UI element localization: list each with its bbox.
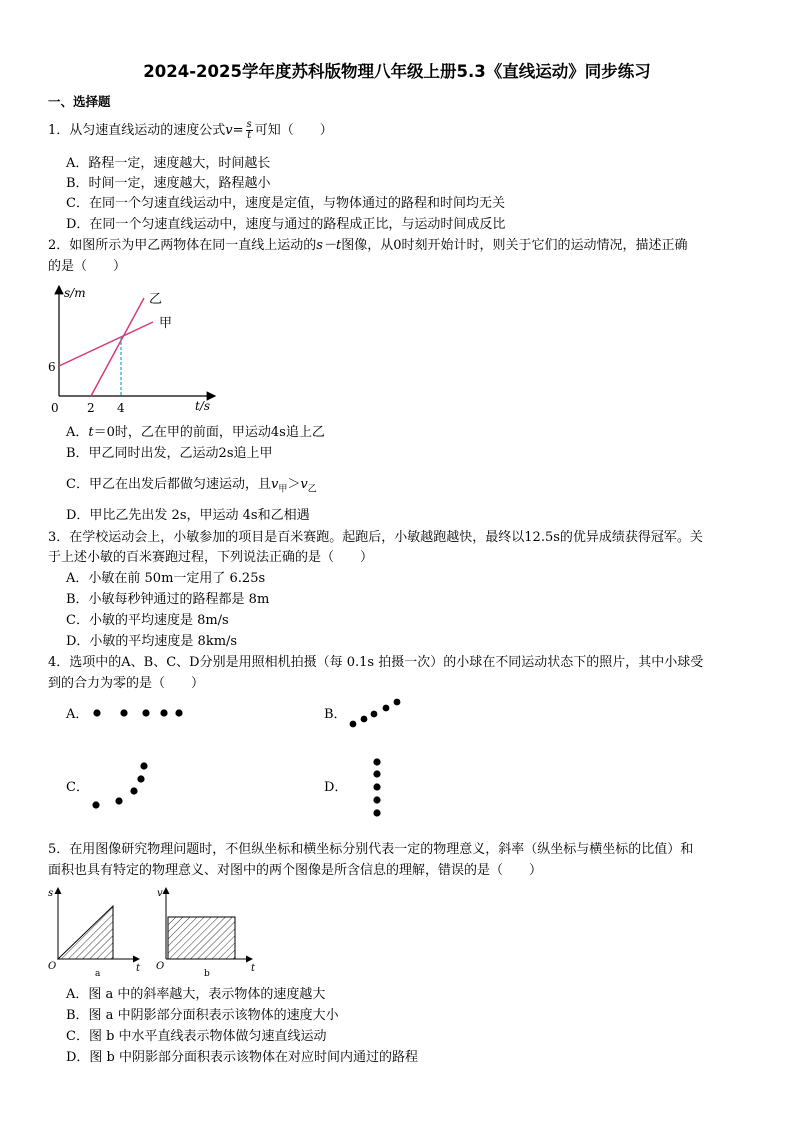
q2-option-d: D．甲比乙先出发 2s，甲运动 4s和乙相遇 [66,508,310,523]
q2-option-a [66,424,325,441]
fraction-numerator: s [246,119,252,130]
q2-stem-line2: 的是（ ） [48,259,127,274]
q5-option-a: A．图 a 中的斜率越大，表示物体的速度越大 [66,987,326,1002]
ball-dot [175,709,182,716]
q1-stem-suffix: 可知（ ） [254,123,333,138]
q5-graph-b [152,884,264,984]
q1-stem [48,120,333,141]
q5-graph-a [44,884,156,984]
q1-option-c: C．在同一个匀速直线运动中，速度是定值，与物体通过的路程和时间均无关 [66,196,505,211]
q5b-caption: b [204,969,210,979]
q2-st-symbol: s－t [316,238,342,253]
ball-dot [350,721,357,728]
ball-dot [137,775,144,782]
q4-stem-line1: 4．选项中的A、B、C、D分别是用照相机拍摄（每 0.1s 拍摄一次）的小球在不同运动状态下的照片，其中小球受 [48,655,704,670]
formula-eq: = [232,123,244,138]
formula-v: v [225,123,233,138]
q4-label-b: B． [324,707,347,722]
q5b-y-label: v [157,888,163,899]
q5a-y-label: s [48,888,54,899]
ball-dot [383,705,390,712]
q5-stem-line2: 面积也具有特定的物理意义、对图中的两个图像是所含信息的理解，错误的是（ ） [48,863,543,878]
section-heading: 一、选择题 [48,94,111,109]
q3-stem-line1: 3．在学校运动会上，小敏参加的项目是百米赛跑。起跑后，小敏越跑越快，最终以12.5s的优异成绩获得冠军。关 [48,530,703,545]
formula-fraction [246,120,253,141]
q2-x-tick-2: 2 [87,401,95,415]
ball-dot [373,770,380,777]
q2-v-jia: v [270,477,279,492]
q2-v-jia-sub: 甲 [278,484,288,495]
q2-option-c-text: C．甲乙在出发后都做匀速运动，且 [66,477,271,492]
ball-dot [373,809,380,816]
q4-dots-b [346,696,406,731]
q5b-x-label: t [251,963,256,974]
document-title: 2024-2025学年度苏科版物理八年级上册5.3《直线运动》同步练习 [143,62,651,81]
ball-dot [130,787,137,794]
q2-line-jia [59,322,153,366]
q2-st-graph [40,282,240,422]
q2-stem-text-2: 图像，从0时刻开始计时，则关于它们的运动情况，描述正确 [341,238,688,253]
q5a-caption: a [95,969,101,979]
ball-dot [92,801,99,808]
ball-dot [115,797,122,804]
ball-dot [142,709,149,716]
q3-option-c: C．小敏的平均速度是 8m/s [66,613,229,628]
q2-y-tick-6: 6 [48,360,56,374]
q5-option-d: D．图 b 中阴影部分面积表示该物体在对应时间内通过的路程 [66,1050,419,1065]
ball-dot [371,711,378,718]
q1-option-a: A．路程一定，速度越大，时间越长 [66,156,271,171]
q5a-shaded-triangle [58,906,113,959]
q2-option-b: B．甲乙同时出发，乙运动2s追上甲 [66,446,273,461]
q3-option-a: A．小敏在前 50m一定用了 6.25s [66,571,266,586]
ball-dot [160,709,167,716]
q2-option-a-text: ＝0时，乙在甲的前面，甲运动4s追上乙 [93,425,325,440]
q1-option-b: B．时间一定，速度越大，路程越小 [66,176,271,191]
fraction-denominator: t [247,130,252,141]
ball-dot [394,699,401,706]
q2-option-a-prefix: A． [66,425,89,440]
ball-dot [120,709,127,716]
ball-dot [373,758,380,765]
q2-x-tick-4: 4 [117,401,125,415]
q5-option-b: B．图 a 中阴影部分面积表示该物体的速度大小 [66,1008,339,1023]
q5-option-c: C．图 b 中水平直线表示物体做匀速直线运动 [66,1029,327,1044]
ball-dot [140,762,147,769]
q2-v-yi-sub: 乙 [307,484,317,495]
q5b-shaded-rect [168,917,235,959]
q3-stem-line2: 于上述小敏的百米赛跑过程，下列说法正确的是（ ） [48,550,374,565]
q4-label-d: D． [324,780,348,795]
q5b-origin: O [156,961,165,972]
q4-stem-line2: 到的合力为零的是（ ） [48,676,205,691]
q2-x-label: t/s [195,399,211,413]
q2-label-yi: 乙 [149,292,163,307]
q1-stem-text: 1．从匀速直线运动的速度公式 [48,123,226,138]
q4-label-c: C． [66,780,89,795]
q2-v-yi: v [300,477,308,492]
q4-dots-c [88,758,153,813]
q2-origin-label: 0 [51,401,59,415]
q5-stem-line1: 5．在用图像研究物理问题时，不但纵坐标和横坐标分别代表一定的物理意义，斜率（纵坐标与横坐标的比值）和 [48,842,694,857]
q5a-x-label: t [136,963,141,974]
ball-dot [93,709,100,716]
q2-stem-line1 [48,237,687,254]
q2-y-label: s/m [64,286,86,300]
q1-option-d: D．在同一个匀速直线运动中，速度与通过的路程成正比，与运动时间成反比 [66,217,506,232]
ball-dot [361,716,368,723]
ball-dot [373,796,380,803]
q4-dots-a [90,705,190,725]
ball-dot [373,783,380,790]
q3-option-b: B．小敏每秒钟通过的路程都是 8m [66,592,270,607]
q2-option-c [66,476,317,499]
q2-stem-text: 2．如图所示为甲乙两物体在同一直线上运动的 [48,238,317,253]
q2-option-a-t: t [88,425,94,440]
q4-label-a: A． [66,707,89,722]
q5a-origin: O [48,961,57,972]
q4-dots-d [368,755,388,825]
q3-option-d: D．小敏的平均速度是 8km/s [66,634,238,649]
q2-gt-sign: ＞ [287,477,301,492]
q2-label-jia: 甲 [159,316,173,331]
